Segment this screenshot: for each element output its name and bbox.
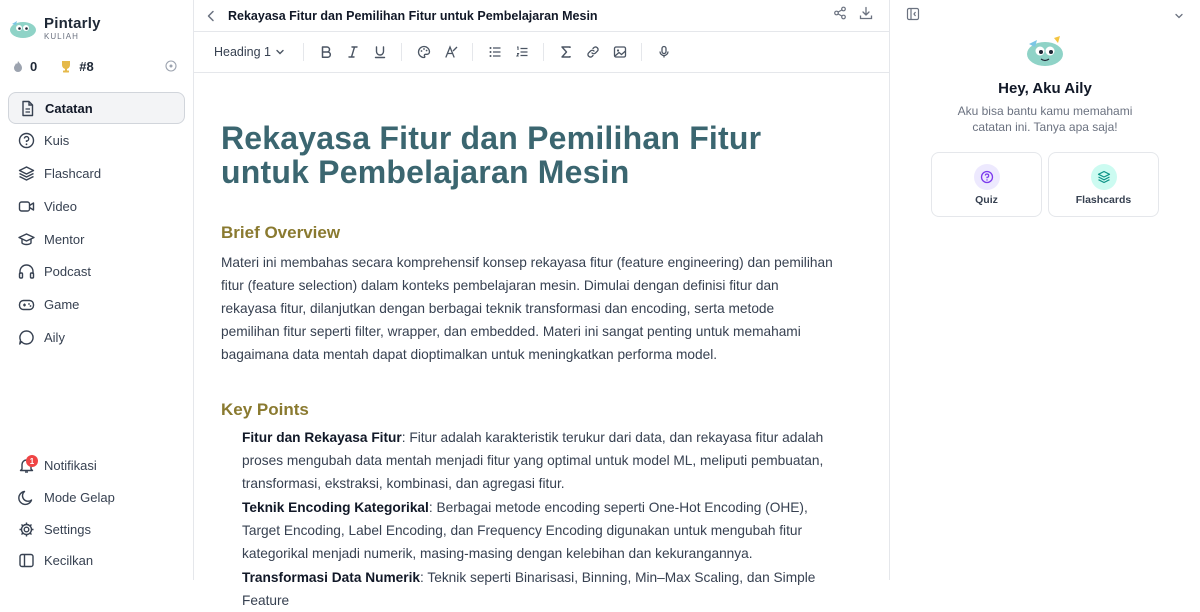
gamepad-icon <box>18 296 35 313</box>
aily-subtitle: Aku bisa bantu kamu memahami catatan ini. Tanya apa saja! <box>957 104 1133 134</box>
document-icon <box>19 100 36 117</box>
card-label: Quiz <box>975 193 998 206</box>
sidebar-item-settings[interactable] <box>8 514 185 545</box>
brand[interactable] <box>0 0 193 46</box>
bold-icon[interactable] <box>315 41 337 63</box>
numbered-list-icon[interactable] <box>511 41 533 63</box>
note-editor <box>194 0 890 608</box>
flame-icon <box>12 60 24 73</box>
note-title: Rekayasa Fitur dan Pemilihan Fitur untuk Pembelajaran Mesin <box>221 120 762 190</box>
list-item <box>221 566 834 612</box>
question-icon <box>18 132 35 149</box>
sidebar-item-label: Flashcard <box>44 166 102 182</box>
share-icon[interactable] <box>833 6 847 25</box>
sidebar-item-label: Aily <box>44 330 65 346</box>
aily-greeting: Hey, Aku Aily <box>998 80 1092 97</box>
clear-format-icon[interactable] <box>440 41 462 63</box>
image-icon[interactable] <box>609 41 631 63</box>
sidebar-collapse-icon <box>18 552 35 569</box>
sidebar-item-notifikasi[interactable] <box>8 450 185 481</box>
points-value: 0 <box>30 58 38 74</box>
sidebar <box>0 0 194 580</box>
palette-icon[interactable] <box>413 41 435 63</box>
aily-mascot-icon <box>1024 34 1066 68</box>
quiz-card[interactable] <box>931 152 1042 217</box>
point-title: Transformasi Data Numerik <box>242 570 421 585</box>
overview-paragraph: Materi ini membahas secara komprehensif konsep rekayasa fitur (feature engineering) dan pemilihan fitur (feature selection) dalam konteks pembelajaran mesin. Dimulai dengan definisi fitur dan rekayasa fitur, dilanjutkan dengan berbagai teknik transformasi dan encoding, serta metode pemilihan fitur seperti filter, wrapper, dan embedded. Materi ini sangat penting untuk memahami bagaimana data mentah dapat dioptimalkan untuk meningkatkan performa model. <box>221 255 833 362</box>
sidebar-item-label: Settings <box>44 521 91 537</box>
sidebar-nav <box>0 86 193 354</box>
sidebar-item-label: Kecilkan <box>44 553 94 569</box>
info-icon[interactable] <box>165 59 177 77</box>
layers-icon <box>18 165 35 182</box>
heading-select[interactable] <box>214 45 295 59</box>
sidebar-item-label: Catatan <box>45 100 93 116</box>
sidebar-item-label: Podcast <box>44 264 91 280</box>
points-stat <box>12 59 37 74</box>
layers-icon <box>1091 164 1117 190</box>
sidebar-item-label: Video <box>44 198 78 214</box>
rank-stat <box>59 59 93 74</box>
editor-topbar <box>194 0 889 32</box>
toolbar-divider <box>641 43 642 61</box>
quick-actions <box>931 152 1159 217</box>
link-icon[interactable] <box>582 41 604 63</box>
aily-panel <box>890 0 1200 580</box>
download-icon[interactable] <box>859 6 873 25</box>
note-content[interactable] <box>194 73 834 612</box>
sidebar-item-podcast[interactable] <box>8 256 185 288</box>
sidebar-item-label: Kuis <box>44 133 70 149</box>
brand-subtitle: KULIAH <box>44 31 79 41</box>
stats-bar <box>0 46 193 86</box>
video-icon <box>18 198 35 215</box>
trophy-icon <box>59 60 73 73</box>
rank-value: #8 <box>79 58 94 74</box>
flashcards-card[interactable] <box>1048 152 1159 217</box>
aily-logo-icon <box>8 16 38 40</box>
back-icon[interactable] <box>204 9 218 23</box>
toolbar-divider <box>543 43 544 61</box>
bullet-list-icon[interactable] <box>484 41 506 63</box>
chevron-down-icon <box>275 47 285 57</box>
sidebar-item-flashcard[interactable] <box>8 158 185 190</box>
sidebar-item-mentor[interactable] <box>8 223 185 255</box>
toolbar-divider <box>401 43 402 61</box>
sidebar-item-aily[interactable] <box>8 322 185 354</box>
moon-icon <box>18 489 35 506</box>
point-text: : Teknik seperti Binarisasi, Binning, Min–Max Scaling, dan Simple Feature <box>242 570 816 608</box>
podcast-icon <box>18 263 35 280</box>
list-item <box>221 496 834 565</box>
sidebar-bottom-nav <box>8 450 185 577</box>
sidebar-item-game[interactable] <box>8 289 185 321</box>
key-points-heading: Key Points <box>221 400 309 419</box>
sidebar-item-kuis[interactable] <box>8 125 185 157</box>
document-title: Rekayasa Fitur dan Pemilihan Fitur untuk Pembelajaran Mesin <box>228 8 598 23</box>
sigma-icon[interactable] <box>555 41 577 63</box>
toolbar-divider <box>303 43 304 61</box>
sidebar-item-kecilkan[interactable] <box>8 545 185 576</box>
point-title: Teknik Encoding Kategorikal <box>242 500 429 515</box>
gear-icon <box>18 521 35 538</box>
sidebar-item-mode-gelap[interactable] <box>8 482 185 513</box>
sidebar-item-catatan[interactable] <box>8 92 185 124</box>
sidebar-item-label: Game <box>44 297 80 313</box>
question-icon <box>974 164 1000 190</box>
chevron-down-icon[interactable] <box>1174 8 1184 26</box>
brand-name: Pintarly <box>44 14 101 32</box>
toolbar-divider <box>472 43 473 61</box>
graduation-cap-icon <box>18 231 35 248</box>
list-item <box>221 426 834 495</box>
overview-heading: Brief Overview <box>221 223 341 242</box>
notification-badge: 1 <box>26 455 38 467</box>
panel-toggle-icon[interactable] <box>906 7 920 26</box>
format-toolbar <box>194 32 889 73</box>
heading-select-value: Heading 1 <box>214 45 271 59</box>
point-text: : Berbagai metode encoding seperti One-Hot Encoding (OHE), Target Encoding, Label Encoding, dan Frequency Encoding digunakan untuk mengubah fitur kategorikal menjadi numerik, masing-masing dengan kelebihan dan kekurangannya. <box>242 500 808 561</box>
microphone-icon[interactable] <box>653 41 675 63</box>
card-label: Flashcards <box>1075 193 1132 206</box>
point-text: : Fitur adalah karakteristik terukur dari data, dan rekayasa fitur adalah proses mengubah data mentah menjadi fitur yang optimal untuk model ML, meliputi pembuatan, transformasi, ekstraksi, kombinasi, dan agregasi fitur. <box>242 430 824 491</box>
point-title: Fitur dan Rekayasa Fitur <box>242 430 402 445</box>
sidebar-item-label: Notifikasi <box>44 458 97 473</box>
sidebar-item-label: Mentor <box>44 231 85 247</box>
key-points-list <box>221 426 834 612</box>
underline-icon[interactable] <box>369 41 391 63</box>
italic-icon[interactable] <box>342 41 364 63</box>
chat-icon <box>18 329 35 346</box>
sidebar-item-video[interactable] <box>8 190 185 222</box>
sidebar-item-label: Mode Gelap <box>44 489 115 505</box>
